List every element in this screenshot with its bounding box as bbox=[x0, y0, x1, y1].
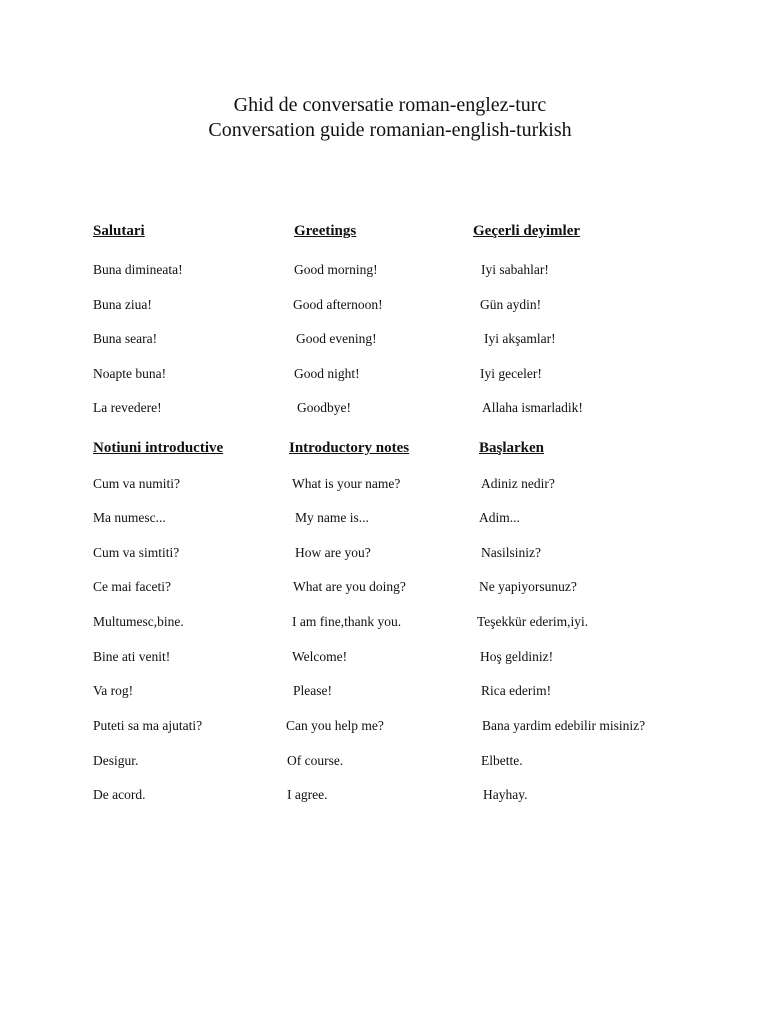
phrase-english: Of course. bbox=[287, 753, 344, 768]
phrase-turkish: Adiniz nedir? bbox=[481, 476, 555, 491]
phrase-english: What are you doing? bbox=[293, 579, 406, 594]
phrase-english: Good afternoon! bbox=[293, 297, 383, 312]
phrase-romanian: Bine ati venit! bbox=[93, 649, 171, 664]
phrase-romanian: Puteti sa ma ajutati? bbox=[93, 718, 203, 733]
phrase-turkish: Rica ederim! bbox=[481, 683, 552, 698]
section-heading-turkish: Geçerli deyimler bbox=[473, 223, 581, 239]
section-heading-english: Introductory notes bbox=[289, 440, 410, 456]
document-title-english: Conversation guide romanian-english-turkish bbox=[208, 119, 572, 141]
document-title-romanian: Ghid de conversatie roman-englez-turc bbox=[233, 94, 547, 116]
section-heading-romanian: Salutari bbox=[93, 223, 145, 239]
phrase-romanian: Buna seara! bbox=[93, 331, 158, 346]
phrase-romanian: Va rog! bbox=[93, 683, 134, 698]
phrase-turkish: Iyi sabahlar! bbox=[481, 262, 549, 277]
section-heading-turkish: Başlarken bbox=[479, 440, 545, 456]
phrase-english: I agree. bbox=[287, 787, 328, 802]
phrase-romanian: La revedere! bbox=[93, 400, 162, 415]
phrase-turkish: Iyi akşamlar! bbox=[484, 331, 556, 346]
phrase-turkish: Adim... bbox=[479, 510, 520, 525]
phrase-english: Please! bbox=[293, 683, 332, 698]
section-heading-english: Greetings bbox=[294, 223, 357, 239]
phrase-turkish: Allaha ismarladik! bbox=[482, 400, 583, 415]
phrase-romanian: Desigur. bbox=[93, 753, 139, 768]
phrase-turkish: Gün aydin! bbox=[480, 297, 542, 312]
phrase-romanian: De acord. bbox=[93, 787, 146, 802]
phrase-romanian: Cum va simtiti? bbox=[93, 545, 180, 560]
phrase-romanian: Cum va numiti? bbox=[93, 476, 180, 491]
phrase-romanian: Noapte buna! bbox=[93, 366, 167, 381]
phrase-turkish: Hoş geldiniz! bbox=[480, 649, 554, 664]
phrase-turkish: Iyi geceler! bbox=[480, 366, 542, 381]
phrase-english: Good morning! bbox=[294, 262, 378, 277]
section-heading-romanian: Notiuni introductive bbox=[93, 440, 224, 456]
phrase-english: Can you help me? bbox=[286, 718, 384, 733]
phrase-turkish: Elbette. bbox=[481, 753, 523, 768]
phrase-english: Good evening! bbox=[296, 331, 377, 346]
phrase-english: I am fine,thank you. bbox=[292, 614, 402, 629]
phrase-turkish: Nasilsiniz? bbox=[481, 545, 541, 560]
phrase-english: Goodbye! bbox=[297, 400, 351, 415]
phrase-turkish: Teşekkür ederim,iyi. bbox=[477, 614, 589, 629]
phrase-turkish: Bana yardim edebilir misiniz? bbox=[482, 718, 646, 733]
phrase-romanian: Buna dimineata! bbox=[93, 262, 183, 277]
phrase-romanian: Multumesc,bine. bbox=[93, 614, 184, 629]
phrase-english: Good night! bbox=[294, 366, 360, 381]
phrase-english: My name is... bbox=[295, 510, 369, 525]
phrase-romanian: Buna ziua! bbox=[93, 297, 152, 312]
phrase-english: How are you? bbox=[295, 545, 371, 560]
phrase-english: What is your name? bbox=[292, 476, 401, 491]
phrase-turkish: Hayhay. bbox=[483, 787, 528, 802]
phrase-english: Welcome! bbox=[292, 649, 348, 664]
phrase-romanian: Ce mai faceti? bbox=[93, 579, 171, 594]
phrase-turkish: Ne yapiyorsunuz? bbox=[479, 579, 577, 594]
phrase-romanian: Ma numesc... bbox=[93, 510, 166, 525]
